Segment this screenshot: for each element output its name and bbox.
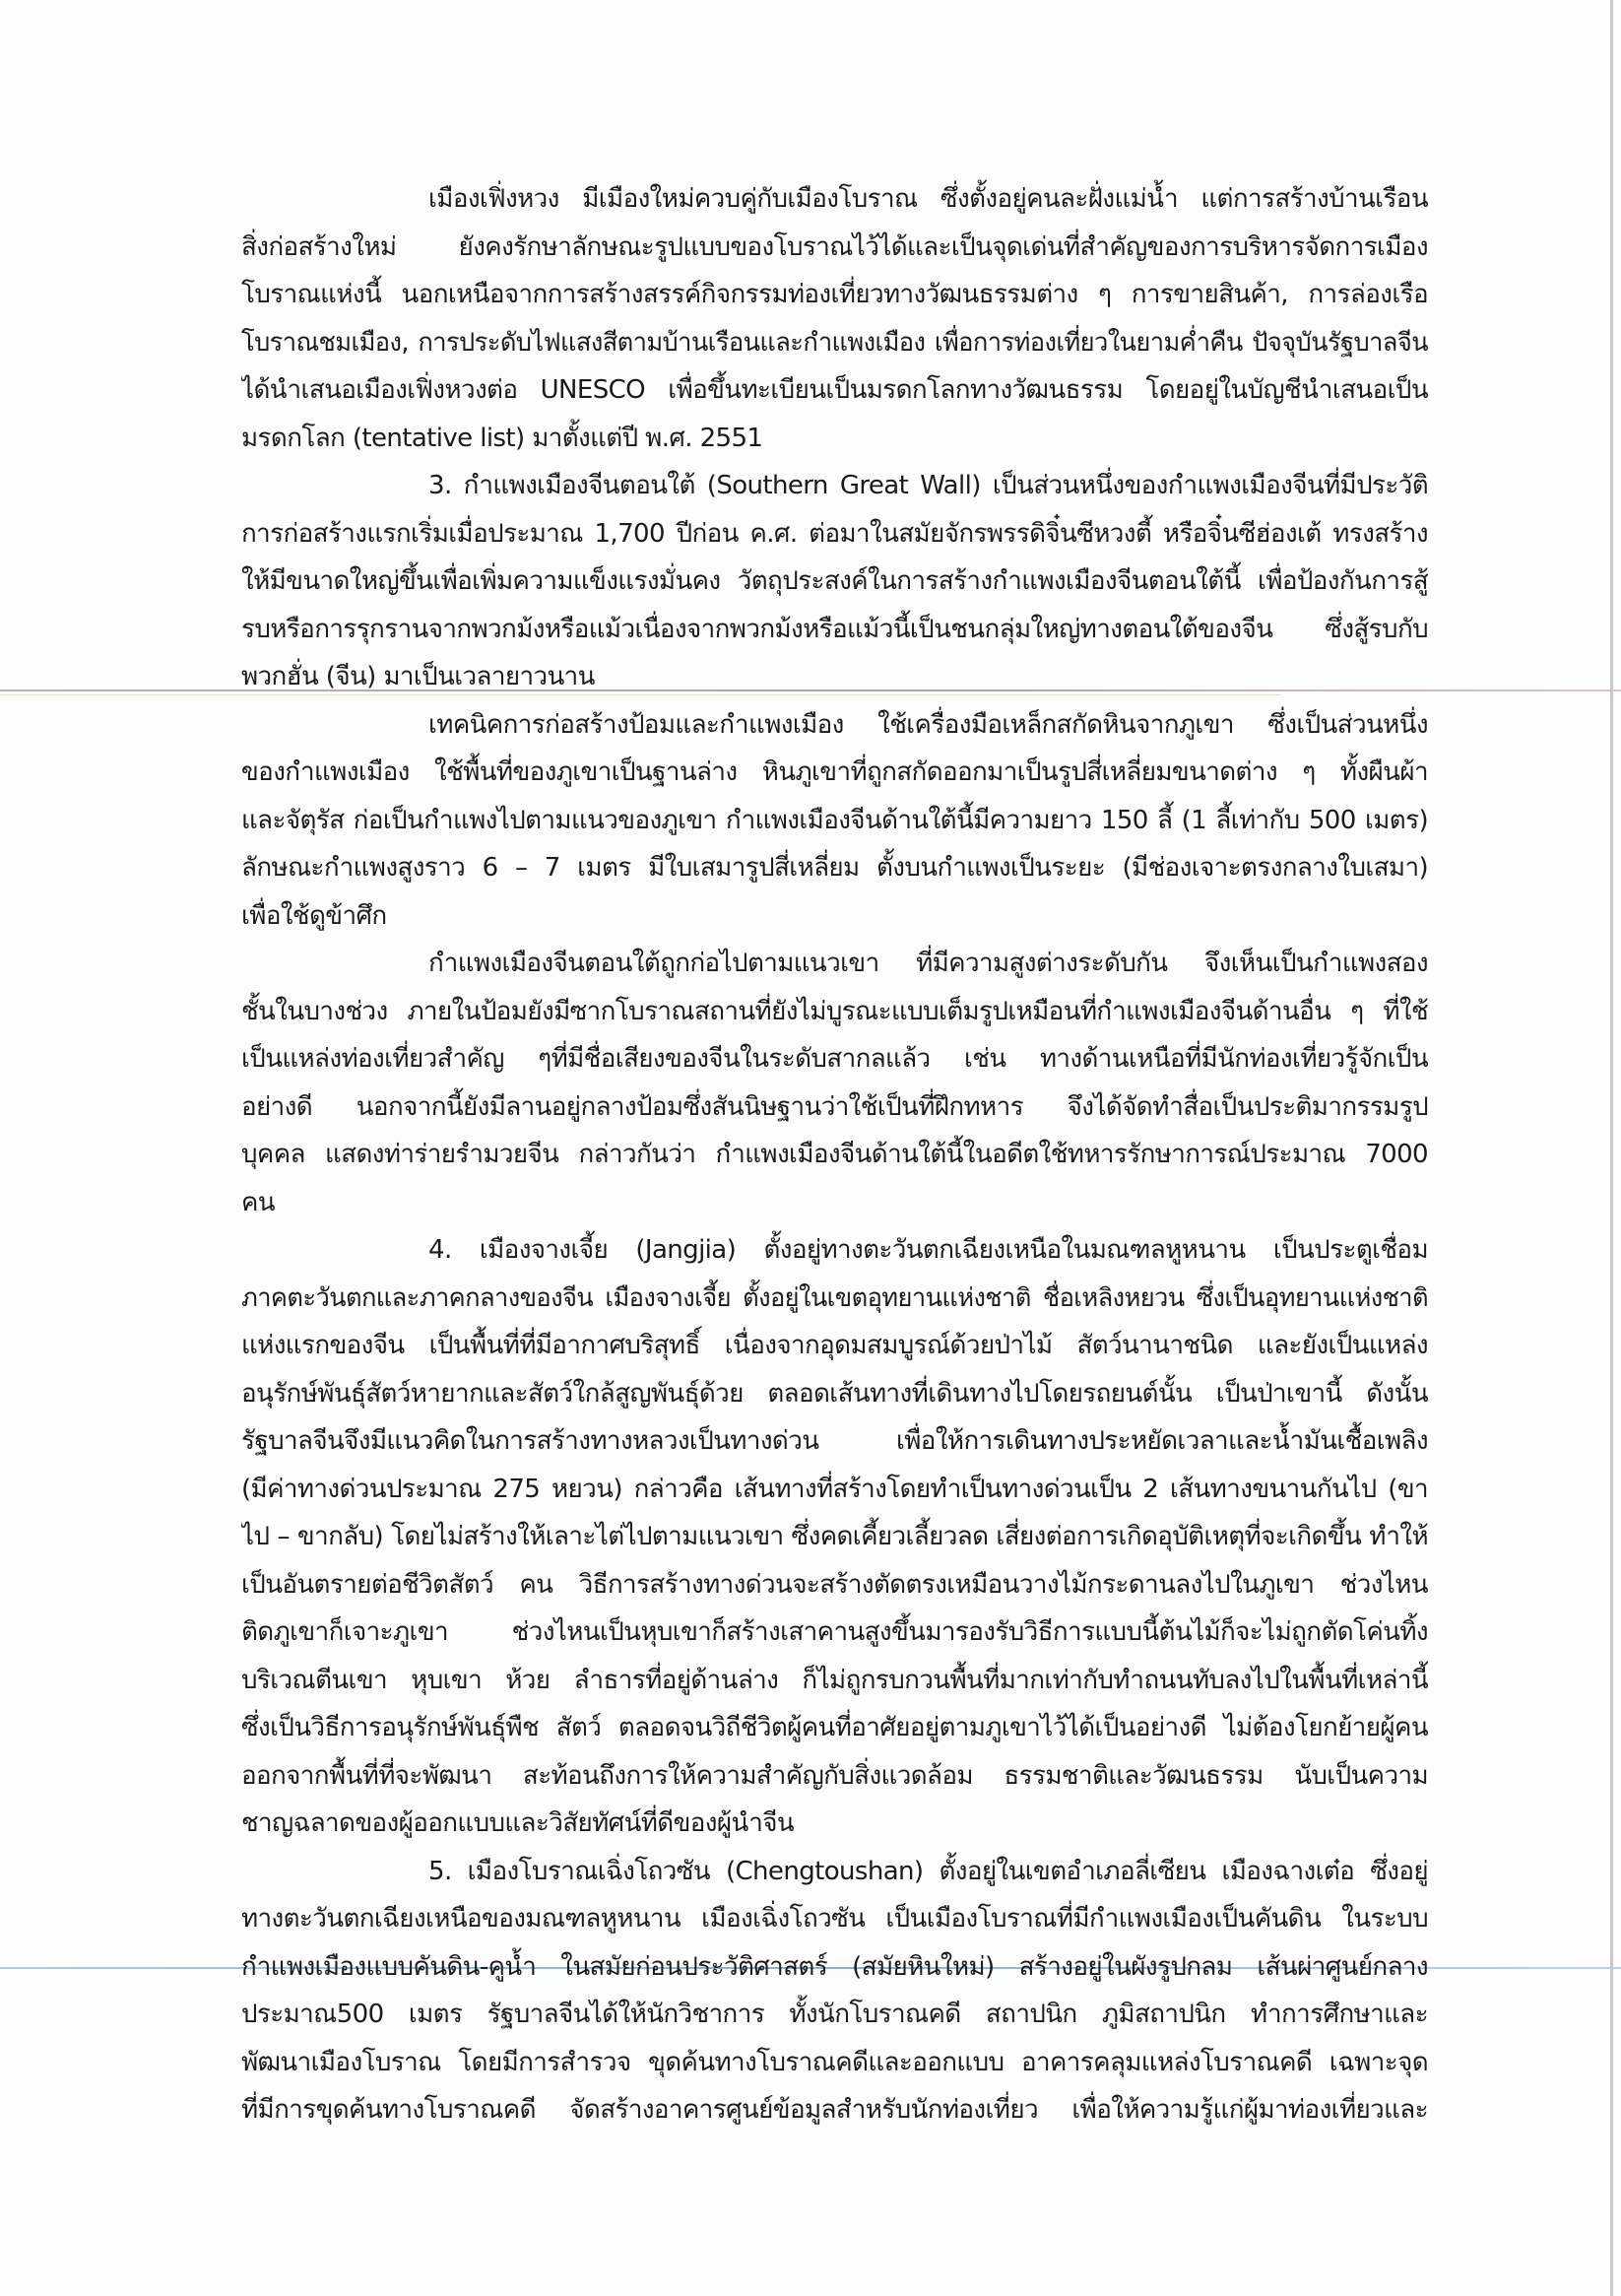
text-line: ได้นำเสนอเมืองเฟิ่งหวงต่อ UNESCO เพื่อขึ้นทะเบียนเป็นมรดกโลกทางวัฒนธรรม โดยอยู่ในบัญชีนำเสนอเป็น: [241, 375, 1428, 405]
text-line: เพื่อใช้ดูข้าศึก: [241, 900, 387, 931]
text-line: 5. เมืองโบราณเฉิ่งโถวซัน (Chengtoushan) ตั้งอยู่ในเขตอำเภอลี่เซียน เมืองฉางเต๋อ ซึ่งอยู่: [428, 1856, 1428, 1886]
text-line: ของกำแพงเมือง ใช้พื้นที่ของภูเขาเป็นฐานล่าง หินภูเขาที่ถูกสกัดออกมาเป็นรูปสี่เหลี่ยมขนาดต่าง ๆ ทั้งผืนผ้า: [241, 757, 1428, 787]
text-line: กำแพงเมืองแบบคันดิน-คูน้ำ ในสมัยก่อนประวัติศาสตร์ (สมัยหินใหม่) สร้างอยู่ในผังรูปกลม เส้นผ่าศูนย์กลาง: [241, 1951, 1428, 1982]
text-line: ประมาณ500 เมตร รัฐบาลจีนได้ให้นักวิชาการ ทั้งนักโบราณคดี สถาปนิก ภูมิสถาปนิก ทำการศึกษาและ: [241, 2000, 1428, 2029]
text-line: ภาคตะวันตกและภาคกลางของจีน เมืองจางเจี้ย ตั้งอยู่ในเขตอุทยานแห่งชาติ ชื่อเหลิงหยวน ซึ่งเป็นอุทยานแห่งชาติ: [241, 1282, 1428, 1313]
text-line: การก่อสร้างแรกเริ่มเมื่อประมาณ 1,700 ปีก่อน ค.ศ. ต่อมาในสมัยจักรพรรดิจิ๋นซีหวงตี้ หรือจิ๋นซีฮ่องเต้ ทรงสร้าง: [241, 518, 1428, 549]
text-line: อนุรักษ์พันธุ์สัตว์หายากและสัตว์ใกล้สูญพันธุ์ด้วย ตลอดเส้นทางที่เดินทางไปโดยรถยนต์นั้น เป็นป่าเขานี้ ดังนั้น: [241, 1378, 1428, 1409]
text-line: โบราณชมเมือง, การประดับไฟแสงสีตามบ้านเรือนและกำแพงเมือง เพื่อการท่องเที่ยวในยามค่ำคืน ปัจจุบันรัฐบาลจีน: [241, 327, 1428, 358]
text-line: ทางตะวันตกเฉียงเหนือของมณฑลหูหนาน เมืองเฉิ่งโถวซัน เป็นเมืองโบราณที่มีกำแพงเมืองเป็นคันดิน ในระบบ: [241, 1904, 1428, 1934]
text-line: ซึ่งเป็นวิธีการอนุรักษ์พันธุ์พืช สัตว์ ตลอดจนวิถีชีวิตผู้คนที่อาศัยอยู่ตามภูเขาไว้ได้เป็นอย่างดี ไม่ต้องโยกย้ายผู้คน: [241, 1713, 1428, 1742]
text-line: ชั้นในบางช่วง ภายในป้อมยังมีซากโบราณสถานที่ยังไม่บูรณะแบบเต็มรูปเหมือนที่กำแพงเมืองจีนด้านอื่น ๆ ที่ใช้: [241, 996, 1428, 1026]
text-line: ให้มีขนาดใหญ่ขึ้นเพื่อเพิ่มความแข็งแรงมั่นคง วัตถุประสงค์ในการสร้างกำแพงเมืองจีนตอนใต้นี้ เพื่อป้องกันการสู้: [241, 566, 1428, 596]
text-line: 3. กำแพงเมืองจีนตอนใต้ (Southern Great Wall) เป็นส่วนหนึ่งของกำแพงเมืองจีนที่มีประวัติ: [428, 471, 1428, 500]
text-line: ติดภูเขาก็เจาะภูเขา ช่วงไหนเป็นหุบเขาก็สร้างเสาคานสูงขึ้นมารองรับวิธีการแบบนี้ต้นไม้ก็จะไม่ถูกตัดโค่นทิ้ง: [241, 1617, 1428, 1647]
text-line: ลักษณะกำแพงสูงราว 6 – 7 เมตร มีใบเสมารูปสี่เหลี่ยม ตั้งบนกำแพงเป็นระยะ (มีช่องเจาะตรงกลางใบเสมา): [241, 853, 1428, 883]
text-line: อย่างดี นอกจากนี้ยังมีลานอยู่กลางป้อมซึ่งสันนิษฐานว่าใช้เป็นที่ฝึกทหาร จึงได้จัดทำสื่อเป็นประติมากรรมรูป: [241, 1091, 1428, 1122]
text-line: (มีค่าทางด่วนประมาณ 275 หยวน) กล่าวคือ เส้นทางที่สร้างโดยทำเป็นทางด่วนเป็น 2 เส้นทางขนานกันไป (ขา: [241, 1474, 1428, 1504]
text-line: ที่มีการขุดค้นทางโบราณคดี จัดสร้างอาคารศูนย์ข้อมูลสำหรับนักท่องเที่ยว เพื่อให้ความรู้แก่ผู้มาท่องเที่ยวและ: [241, 2095, 1428, 2125]
text-line: รัฐบาลจีนจึงมีแนวคิดในการสร้างทางหลวงเป็นทางด่วน เพื่อให้การเดินทางประหยัดเวลาและน้ำมันเชื้อเพลิง: [241, 1426, 1428, 1456]
document-body: [241, 175, 1428, 2134]
text-line: พวกฮั่น (จีน) มาเป็นเวลายาวนาน: [241, 662, 595, 691]
text-line: แห่งแรกของจีน เป็นพื้นที่ที่มีอากาศบริสุทธิ์ เนื่องจากอุดมสมบูรณ์ด้วยป่าไม้ สัตว์นานาชนิด และยังเป็นแหล่ง: [241, 1331, 1428, 1360]
text-line: ไป – ขากลับ) โดยไม่สร้างให้เลาะไต่ไปตามแนวเขา ซึ่งคดเคี้ยวเลี้ยวลด เสี่ยงต่อการเกิดอุบัติเหตุที่จะเกิดขึ้น ทำให้: [241, 1522, 1428, 1551]
text-line: มรดกโลก (tentative list) มาตั้งแต่ปี พ.ศ. 2551: [241, 423, 763, 453]
text-line: เป็นอันตรายต่อชีวิตสัตว์ คน วิธีการสร้างทางด่วนจะสร้างตัดตรงเหมือนวางไม้กระดานลงไปในภูเขา ช่วงไหน: [241, 1569, 1428, 1600]
text-line: บุคคล แสดงท่าร่ายรำมวยจีน กล่าวกันว่า กำแพงเมืองจีนด้านใต้นี้ในอดีตใช้ทหารรักษาการณ์ประมาณ 7000: [241, 1140, 1428, 1169]
text-line: และจัตุรัส ก่อเป็นกำแพงไปตามแนวของภูเขา กำแพงเมืองจีนด้านใต้นี้มีความยาว 150 ลี้ (1 ลี้เท่ากับ 500 เมตร): [241, 805, 1428, 835]
text-line: รบหรือการรุกรานจากพวกม้งหรือแม้วเนื่องจากพวกม้งหรือแม้วนี้เป็นชนกลุ่มใหญ่ทางตอนใต้ของจีน ซึ่งสู้รบกับ: [241, 614, 1428, 644]
page-edge-line: [1610, 0, 1613, 2296]
text-line: เป็นแหล่งท่องเที่ยวสำคัญ ๆที่มีชื่อเสียงของจีนในระดับสากลแล้ว เช่น ทางด้านเหนือที่มีนักท่องเที่ยวรู้จักเป็น: [241, 1044, 1428, 1074]
text-line: โบราณแห่งนี้ นอกเหนือจากการสร้างสรรค์กิจกรรมท่องเที่ยวทางวัฒนธรรมต่าง ๆ การขายสินค้า, การล่องเรือ: [241, 280, 1428, 309]
text-line: กำแพงเมืองจีนตอนใต้ถูกก่อไปตามแนวเขา ที่มีความสูงต่างระดับกัน จึงเห็นเป็นกำแพงสอง: [428, 949, 1428, 978]
text-line: สิ่งก่อสร้างใหม่ ยังคงรักษาลักษณะรูปแบบของโบราณไว้ได้และเป็นจุดเด่นที่สำคัญของการบริหารจัดการเมือง: [241, 231, 1428, 262]
text-line: บริเวณตีนเขา หุบเขา ห้วย ลำธารที่อยู่ด้านล่าง ก็ไม่ถูกรบกวนพื้นที่มากเท่ากับทำถนนทับลงไปในพื้นที่เหล่านี้: [241, 1665, 1428, 1695]
text-line: เมืองเฟิ่งหวง มีเมืองใหม่ควบคู่กับเมืองโบราณ ซึ่งตั้งอยู่คนละฝั่งแม่น้ำ แต่การสร้างบ้านเรือน: [428, 184, 1428, 214]
text-line: 4. เมืองจางเจี้ย (Jangjia) ตั้งอยู่ทางตะวันตกเฉียงเหนือในมณฑลหูหนาน เป็นประตูเชื่อม: [428, 1235, 1428, 1265]
text-line: เทคนิคการก่อสร้างป้อมและกำแพงเมือง ใช้เครื่องมือเหล็กสกัดหินจากภูเขา ซึ่งเป็นส่วนหนึ่ง: [428, 709, 1428, 740]
text-line: พัฒนาเมืองโบราณ โดยมีการสำรวจ ขุดค้นทางโบราณคดีและออกแบบ อาคารคลุมแหล่งโบราณคดี เฉพาะจุด: [241, 2047, 1428, 2077]
text-line: คน: [241, 1187, 275, 1217]
text-line: ชาญฉลาดของผู้ออกแบบและวิสัยทัศน์ที่ดีของผู้นำจีน: [241, 1808, 795, 1838]
text-line: ออกจากพื้นที่ที่จะพัฒนา สะท้อนถึงการให้ความสำคัญกับสิ่งแวดล้อม ธรรมชาติและวัฒนธรรม นับเป็นความ: [241, 1760, 1428, 1791]
